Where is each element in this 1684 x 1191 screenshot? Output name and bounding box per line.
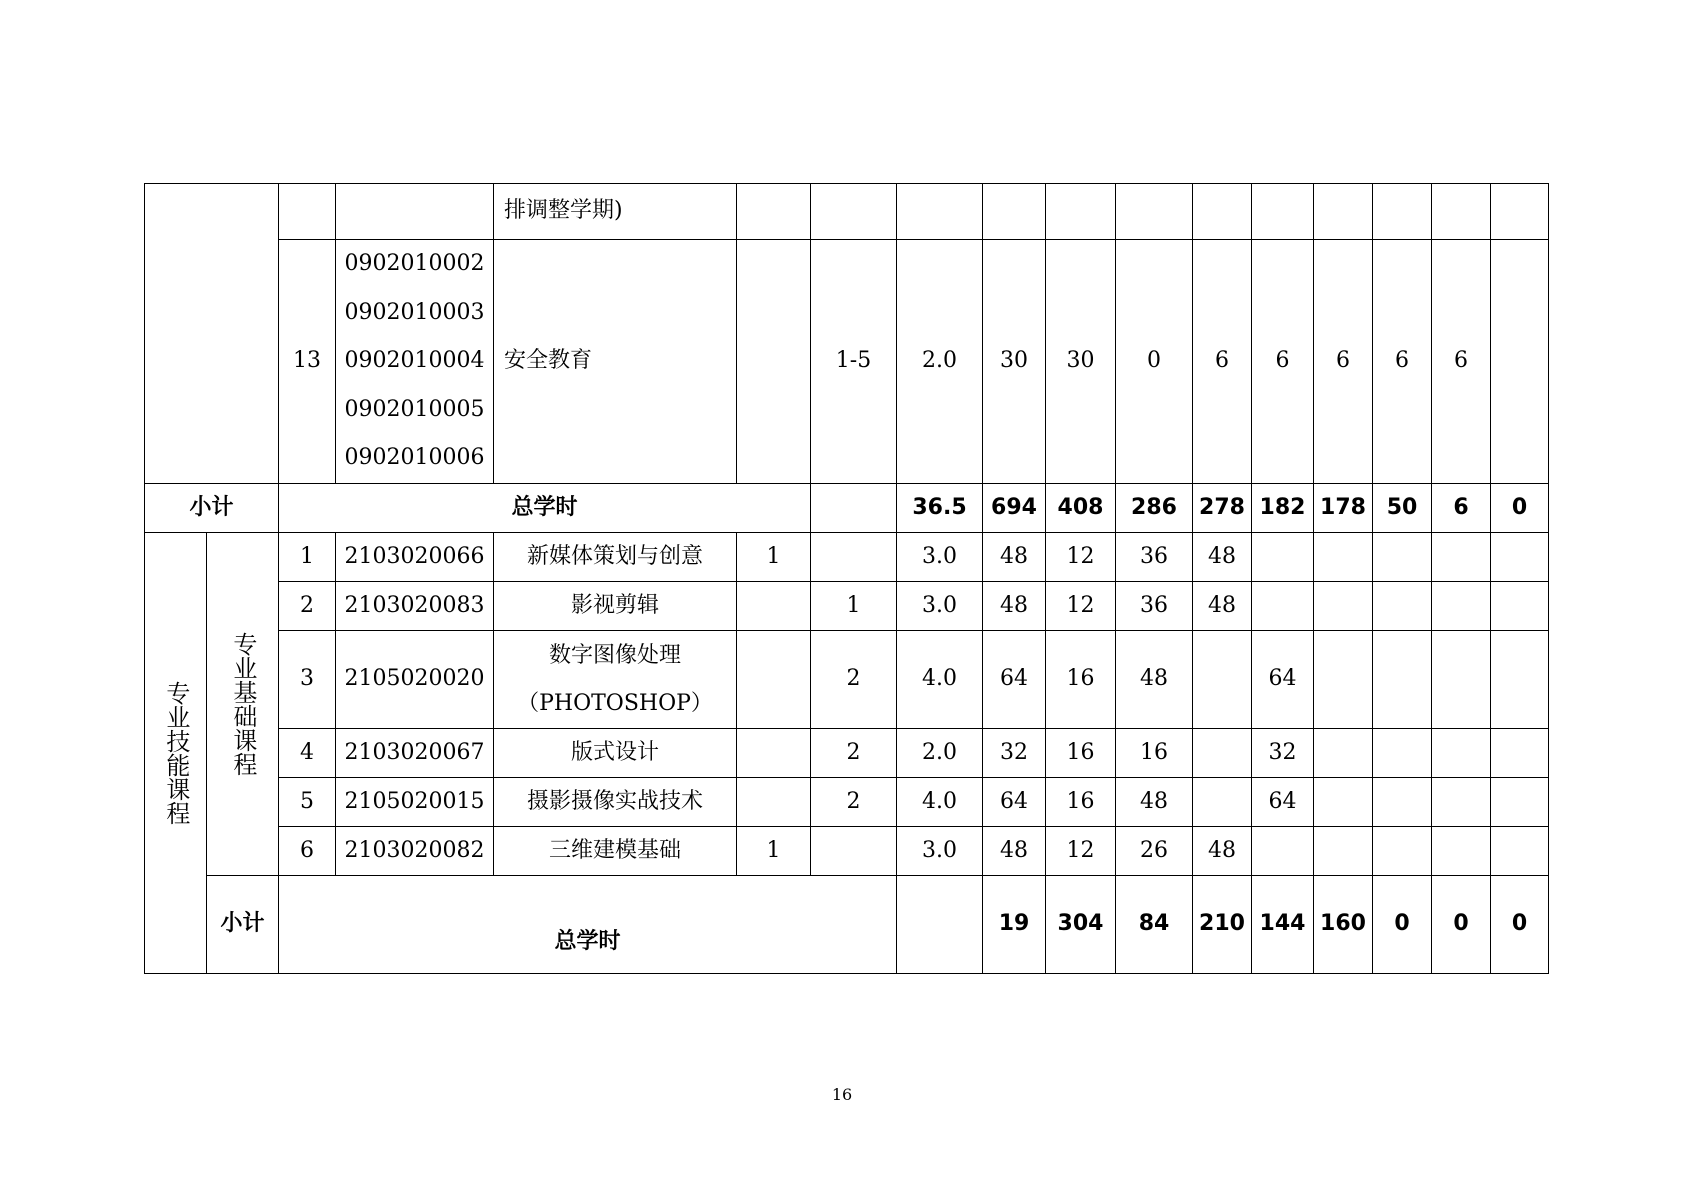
semester-4-cell bbox=[1373, 729, 1432, 778]
theory-cell: 12 bbox=[1046, 533, 1116, 582]
total-hours-label-cell bbox=[279, 876, 897, 974]
course-code: 0902010005 bbox=[344, 396, 485, 422]
semester-3-cell bbox=[1314, 729, 1373, 778]
exam-cell bbox=[737, 778, 811, 827]
semester-6-cell bbox=[1491, 631, 1549, 729]
course-name-cell: 三维建模基础 bbox=[494, 827, 737, 876]
no-cell: 2 bbox=[279, 582, 336, 631]
course-name-cell bbox=[494, 631, 737, 729]
check-cell: 2 bbox=[811, 729, 897, 778]
code-cell: 2105020015 bbox=[336, 778, 494, 827]
semester-5-cell bbox=[1432, 827, 1491, 876]
code-cell bbox=[336, 240, 494, 484]
semester-5-cell bbox=[1432, 631, 1491, 729]
semester-2-cell: 160 bbox=[1314, 876, 1373, 974]
no-cell: 3 bbox=[279, 631, 336, 729]
exam-cell bbox=[737, 582, 811, 631]
semester-4-cell: 50 bbox=[1373, 484, 1432, 533]
practice-cell: 48 bbox=[1116, 778, 1193, 827]
credits-cell: 3.0 bbox=[897, 827, 983, 876]
semester-1-cell: 48 bbox=[1193, 533, 1252, 582]
theory-cell: 16 bbox=[1046, 778, 1116, 827]
total-hours-cell: 694 bbox=[983, 484, 1046, 533]
theory-cell: 12 bbox=[1046, 582, 1116, 631]
credits-cell: 19 bbox=[983, 876, 1046, 974]
table-row bbox=[145, 582, 1549, 631]
practice-cell: 286 bbox=[1116, 484, 1193, 533]
semester-1-cell: 6 bbox=[1193, 240, 1252, 484]
semester-4-cell bbox=[1373, 582, 1432, 631]
semester-5-cell bbox=[1432, 778, 1491, 827]
semester-3-cell: 6 bbox=[1314, 240, 1373, 484]
semester-4-cell bbox=[1373, 533, 1432, 582]
course-name-cell: 摄影摄像实战技术 bbox=[494, 778, 737, 827]
subtotal-row bbox=[145, 876, 1549, 974]
semester-5-cell bbox=[1432, 582, 1491, 631]
no-cell: 5 bbox=[279, 778, 336, 827]
table-row bbox=[145, 240, 1549, 484]
semester-1-cell: 48 bbox=[1193, 582, 1252, 631]
course-name-cell: 安全教育 bbox=[494, 240, 737, 484]
semester-5-cell: 6 bbox=[1432, 240, 1491, 484]
course-name-line: 数字图像处理 bbox=[548, 642, 681, 668]
semester-6-cell bbox=[1491, 582, 1549, 631]
practice-cell: 16 bbox=[1116, 729, 1193, 778]
check-cell bbox=[811, 533, 897, 582]
credits-cell: 3.0 bbox=[897, 533, 983, 582]
exam-cell: 1 bbox=[737, 827, 811, 876]
course-name-line: （PHOTOSHOP） bbox=[517, 690, 713, 716]
theory-cell: 12 bbox=[1046, 827, 1116, 876]
practice-cell: 0 bbox=[1116, 240, 1193, 484]
exam-cell: 1 bbox=[737, 533, 811, 582]
semester-1-cell: 48 bbox=[1193, 827, 1252, 876]
semester-3-cell bbox=[1314, 827, 1373, 876]
table-row bbox=[145, 533, 1549, 582]
total-hours-cell: 30 bbox=[983, 240, 1046, 484]
semester-6-cell bbox=[1491, 778, 1549, 827]
course-name-cell: 影视剪辑 bbox=[494, 582, 737, 631]
credits-cell: 2.0 bbox=[897, 729, 983, 778]
semester-6-cell bbox=[1491, 240, 1549, 484]
no-cell: 13 bbox=[279, 240, 336, 484]
curriculum-table bbox=[144, 183, 1549, 974]
check-cell: 1 bbox=[811, 582, 897, 631]
check-cell bbox=[811, 827, 897, 876]
course-code: 0902010002 bbox=[344, 251, 485, 277]
total-hours-cell: 64 bbox=[983, 778, 1046, 827]
code-cell: 2105020020 bbox=[336, 631, 494, 729]
category-cell bbox=[145, 533, 207, 974]
semester-2-cell bbox=[1252, 533, 1314, 582]
code-cell bbox=[336, 184, 494, 240]
course-code: 0902010004 bbox=[344, 348, 485, 374]
exam-cell bbox=[737, 631, 811, 729]
semester-6-cell bbox=[1491, 827, 1549, 876]
total-hours-cell: 64 bbox=[983, 631, 1046, 729]
semester-3-cell bbox=[1314, 582, 1373, 631]
semester-4-cell bbox=[1373, 778, 1432, 827]
credits-cell: 2.0 bbox=[897, 240, 983, 484]
course-code: 0902010003 bbox=[344, 299, 485, 325]
table-row bbox=[145, 184, 1549, 240]
category-cell-empty bbox=[145, 184, 279, 484]
credits-cell: 36.5 bbox=[897, 484, 983, 533]
semester-3-cell: 178 bbox=[1314, 484, 1373, 533]
theory-cell: 30 bbox=[1046, 240, 1116, 484]
semester-5-cell: 0 bbox=[1491, 876, 1549, 974]
semester-6-cell bbox=[1491, 729, 1549, 778]
semester-1-cell bbox=[1193, 778, 1252, 827]
practice-cell: 36 bbox=[1116, 582, 1193, 631]
total-hours-cell: 304 bbox=[1046, 876, 1116, 974]
subcategory-cell bbox=[207, 533, 279, 876]
semester-2-cell: 6 bbox=[1252, 240, 1314, 484]
code-cell: 2103020066 bbox=[336, 533, 494, 582]
practice-cell: 48 bbox=[1116, 631, 1193, 729]
subtotal-label: 小计 bbox=[145, 484, 279, 533]
semester-3-cell bbox=[1314, 778, 1373, 827]
credits-cell: 3.0 bbox=[897, 582, 983, 631]
semester-3-cell: 0 bbox=[1373, 876, 1432, 974]
no-cell: 1 bbox=[279, 533, 336, 582]
semester-5-cell: 6 bbox=[1432, 484, 1491, 533]
practice-cell: 36 bbox=[1116, 533, 1193, 582]
practice-cell: 26 bbox=[1116, 827, 1193, 876]
semester-2-cell: 64 bbox=[1252, 778, 1314, 827]
semester-6-cell bbox=[1491, 533, 1549, 582]
semester-4-cell: 6 bbox=[1373, 240, 1432, 484]
credits-cell: 4.0 bbox=[897, 778, 983, 827]
course-name-cell: 新媒体策划与创意 bbox=[494, 533, 737, 582]
theory-cell: 16 bbox=[1046, 631, 1116, 729]
semester-4-cell bbox=[1373, 827, 1432, 876]
semester-2-cell: 64 bbox=[1252, 631, 1314, 729]
table-row bbox=[145, 827, 1549, 876]
semester-2-cell bbox=[1252, 827, 1314, 876]
table-row bbox=[145, 729, 1549, 778]
theory-cell: 408 bbox=[1046, 484, 1116, 533]
semester-3-cell bbox=[1314, 533, 1373, 582]
subcategory-label: 专业基础课程 bbox=[228, 632, 257, 776]
check-cell: 2 bbox=[811, 778, 897, 827]
page-number: 16 bbox=[831, 1085, 853, 1104]
total-hours-label: 总学时 bbox=[554, 929, 621, 955]
theory-cell: 16 bbox=[1046, 729, 1116, 778]
semester-6-cell: 0 bbox=[1491, 484, 1549, 533]
code-cell: 2103020067 bbox=[336, 729, 494, 778]
semester-5-cell bbox=[1432, 533, 1491, 582]
total-hours-cell: 32 bbox=[983, 729, 1046, 778]
exam-cell bbox=[737, 729, 811, 778]
semester-1-cell bbox=[1193, 631, 1252, 729]
check-cell: 1-5 bbox=[811, 240, 897, 484]
semester-4-cell: 0 bbox=[1432, 876, 1491, 974]
credits-cell: 4.0 bbox=[897, 631, 983, 729]
no-cell: 4 bbox=[279, 729, 336, 778]
semester-1-cell: 144 bbox=[1252, 876, 1314, 974]
subtotal-label: 小计 bbox=[207, 876, 279, 974]
course-name-cell: 版式设计 bbox=[494, 729, 737, 778]
semester-2-cell: 182 bbox=[1252, 484, 1314, 533]
semester-2-cell: 32 bbox=[1252, 729, 1314, 778]
no-cell: 6 bbox=[279, 827, 336, 876]
no-cell bbox=[279, 184, 336, 240]
total-hours-label: 总学时 bbox=[279, 484, 811, 533]
semester-1-cell bbox=[1193, 729, 1252, 778]
total-hours-cell: 48 bbox=[983, 533, 1046, 582]
subtotal-row bbox=[145, 484, 1549, 533]
semester-4-cell bbox=[1373, 631, 1432, 729]
semester-1-cell: 278 bbox=[1193, 484, 1252, 533]
semester-2-cell bbox=[1252, 582, 1314, 631]
practice-cell: 210 bbox=[1193, 876, 1252, 974]
code-cell: 2103020082 bbox=[336, 827, 494, 876]
total-hours-cell: 48 bbox=[983, 582, 1046, 631]
table-row bbox=[145, 778, 1549, 827]
course-name-cell: 排调整学期) bbox=[494, 184, 737, 240]
total-hours-cell: 48 bbox=[983, 827, 1046, 876]
exam-cell bbox=[737, 240, 811, 484]
course-code: 0902010006 bbox=[344, 445, 485, 471]
semester-3-cell bbox=[1314, 631, 1373, 729]
semester-5-cell bbox=[1432, 729, 1491, 778]
table-row bbox=[145, 631, 1549, 729]
code-cell: 2103020083 bbox=[336, 582, 494, 631]
theory-cell: 84 bbox=[1116, 876, 1193, 974]
check-cell: 2 bbox=[811, 631, 897, 729]
category-label: 专业技能课程 bbox=[161, 681, 190, 825]
